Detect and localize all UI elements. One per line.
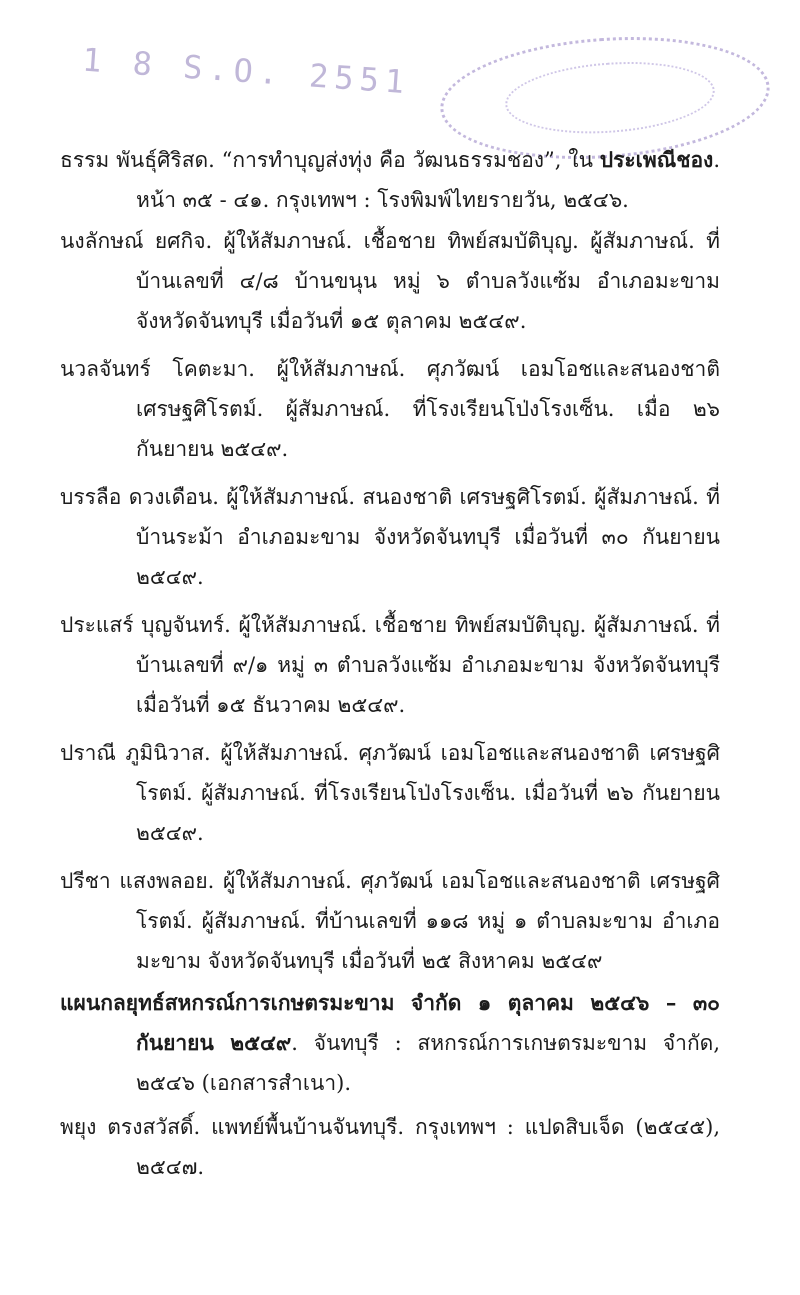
entry-text: . จันทบุรี : สหกรณ์การเกษตรมะขาม จำกัด, ๒๕๔๖ (เอกสารสำเนา). — [136, 1031, 720, 1095]
bibliography-entry — [60, 349, 720, 469]
bibliography-list — [60, 140, 720, 1187]
entry-title: แผนกลยุทธ์สหกรณ์การเกษตรมะขาม จำกัด ๑ ตุลาคม ๒๕๔๖ – ๓๐ กันยายน ๒๕๔๙ — [60, 990, 720, 1055]
entry-text: นงลักษณ์ ยศกิจ. ผู้ให้สัมภาษณ์. เชื้อชาย ทิพย์สมบัติบุญ. ผู้สัมภาษณ์. ที่บ้านเลขที่ ๔/๘ บ้านขนุน หมู่ ๖ ตำบลวังแซ้ม อำเภอมะขาม จังหวัดจันทบุรี เมื่อวันที่ ๑๕ ตุลาคม ๒๕๔๙. — [60, 229, 720, 333]
entry-title: ประเพณีชอง — [599, 147, 714, 172]
entry-text: ธรรม พันธุ์ศิริสด. “การทำบุญส่งทุ่ง คือ วัฒนธรรมชอง”, ใน — [60, 148, 600, 172]
bibliography-entry — [60, 140, 720, 220]
bibliography-entry — [60, 861, 720, 981]
bibliography-entry — [60, 221, 720, 341]
bibliography-entry — [60, 1107, 720, 1187]
entry-text: ปราณี ภูมินิวาส. ผู้ให้สัมภาษณ์. ศุภวัฒน์ เอมโอชและสนองชาติ เศรษฐศิโรตม์. ผู้สัมภาษณ์. ที่โรงเรียนโป่งโรงเซ็น. เมื่อวันที่ ๒๖ กันยายน ๒๕๔๙. — [60, 741, 720, 845]
bibliography-entry — [60, 733, 720, 853]
bibliography-entry — [60, 477, 720, 597]
entry-text: พยุง ตรงสวัสดิ์. แพทย์พื้นบ้านจันทบุรี. กรุงเทพฯ : แปดสิบเจ็ด (๒๕๔๕), ๒๕๔๗. — [60, 1115, 720, 1179]
entry-text: บรรลือ ดวงเดือน. ผู้ให้สัมภาษณ์. สนองชาติ เศรษฐศิโรตม์. ผู้สัมภาษณ์. ที่บ้านระม้า อำเภอมะขาม จังหวัดจันทบุรี เมื่อวันที่ ๓๐ กันยายน ๒๕๔๙. — [60, 485, 720, 589]
entry-text: ปรีชา แสงพลอย. ผู้ให้สัมภาษณ์. ศุภวัฒน์ เอมโอชและสนองชาติ เศรษฐศิโรตม์. ผู้สัมภาษณ์. ที่บ้านเลขที่ ๑๑๘ หมู่ ๑ ตำบลมะขาม อำเภอมะขาม จังหวัดจันทบุรี เมื่อวันที่ ๒๕ สิงหาคม ๒๕๔๙ — [60, 869, 720, 973]
entry-text: ประแสร์ บุญจันทร์. ผู้ให้สัมภาษณ์. เชื้อชาย ทิพย์สมบัติบุญ. ผู้สัมภาษณ์. ที่บ้านเลขที่ ๙/๑ หมู่ ๓ ตำบลวังแซ้ม อำเภอมะขาม จังหวัดจันทบุรี เมื่อวันที่ ๑๕ ธันวาคม ๒๕๔๙. — [60, 613, 720, 717]
library-stamp-date: 1 8 S.O. 2551 — [81, 40, 412, 102]
entry-text: นวลจันทร์ โคตะมา. ผู้ให้สัมภาษณ์. ศุภวัฒน์ เอมโอชและสนองชาติ เศรษฐศิโรตม์. ผู้สัมภาษณ์. ที่โรงเรียนโป่งโรงเซ็น. เมื่อ ๒๖ กันยายน ๒๕๔๙. — [60, 357, 720, 461]
library-stamp-inner-ring — [503, 55, 717, 139]
bibliography-entry — [60, 605, 720, 725]
bibliography-entry — [60, 983, 720, 1103]
entry-text: . หน้า ๓๕ - ๔๑. กรุงเทพฯ : โรงพิมพ์ไทยรายวัน, ๒๕๔๖. — [136, 148, 720, 212]
